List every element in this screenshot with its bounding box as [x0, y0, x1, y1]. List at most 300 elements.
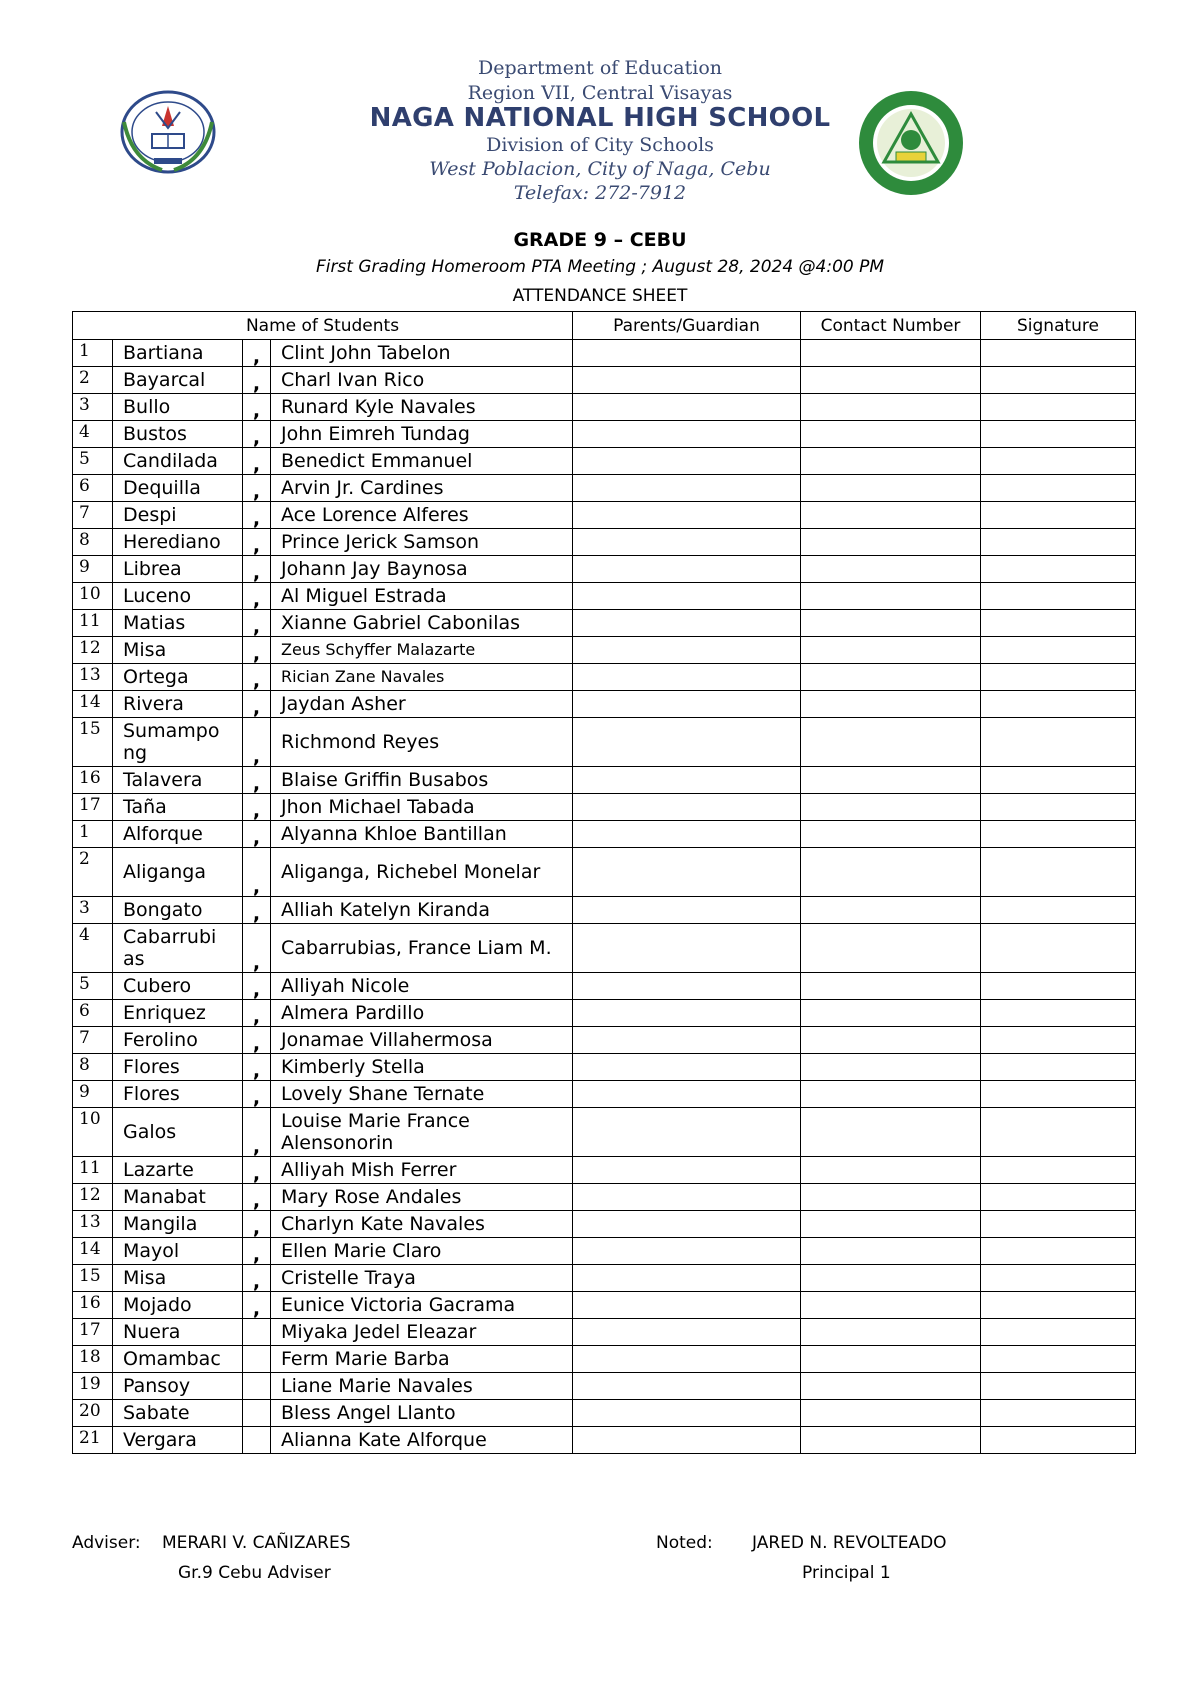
table-row: [73, 794, 1136, 821]
sheet-title: ATTENDANCE SHEET: [512, 286, 688, 306]
parents-guardian-cell[interactable]: [573, 1054, 801, 1081]
signature-cell[interactable]: [981, 664, 1136, 691]
contact-number-cell[interactable]: [801, 1346, 981, 1373]
parents-guardian-cell[interactable]: [573, 1184, 801, 1211]
name-separator: ,: [243, 448, 271, 475]
student-last-name: Cabarrubi as: [113, 924, 243, 973]
contact-number-cell[interactable]: [801, 637, 981, 664]
name-separator: ,: [243, 1000, 271, 1027]
name-separator: ,: [243, 340, 271, 367]
parents-guardian-cell[interactable]: [573, 340, 801, 367]
student-first-name: Ellen Marie Claro: [271, 1238, 573, 1265]
signature-cell[interactable]: [981, 1211, 1136, 1238]
table-row: [73, 848, 1136, 897]
name-separator: ,: [243, 1265, 271, 1292]
student-last-name: Nuera: [113, 1319, 243, 1346]
parents-guardian-cell[interactable]: [573, 502, 801, 529]
signature-cell[interactable]: [981, 924, 1136, 973]
student-first-name: Jhon Michael Tabada: [271, 794, 573, 821]
contact-number-cell[interactable]: [801, 1081, 981, 1108]
table-body: [73, 340, 1136, 1454]
header-parents-guardian: Parents/Guardian: [573, 312, 801, 340]
name-separator: ,: [243, 394, 271, 421]
contact-number-cell[interactable]: [801, 1027, 981, 1054]
noted-name: JARED N. REVOLTEADO: [752, 1533, 947, 1553]
name-separator: ,: [243, 502, 271, 529]
row-number: 5: [73, 448, 113, 475]
row-number: 9: [73, 1081, 113, 1108]
student-last-name: Pansoy: [113, 1373, 243, 1400]
name-separator: ,: [243, 1027, 271, 1054]
student-first-name: Al Miguel Estrada: [271, 583, 573, 610]
student-last-name: Manabat: [113, 1184, 243, 1211]
signature-cell[interactable]: [981, 897, 1136, 924]
student-first-name: Jaydan Asher: [271, 691, 573, 718]
student-last-name: Taña: [113, 794, 243, 821]
contact-number-cell[interactable]: [801, 502, 981, 529]
name-separator: [243, 1346, 271, 1373]
parents-guardian-cell[interactable]: [573, 1373, 801, 1400]
contact-number-cell[interactable]: [801, 973, 981, 1000]
parents-guardian-cell[interactable]: [573, 1238, 801, 1265]
student-first-name: Blaise Griffin Busabos: [271, 767, 573, 794]
student-last-name: Mangila: [113, 1211, 243, 1238]
student-last-name: Bartiana: [113, 340, 243, 367]
parents-guardian-cell[interactable]: [573, 848, 801, 897]
name-separator: [243, 1373, 271, 1400]
signature-cell[interactable]: [981, 691, 1136, 718]
table-row: [73, 1000, 1136, 1027]
contact-number-cell[interactable]: [801, 421, 981, 448]
parents-guardian-cell[interactable]: [573, 529, 801, 556]
student-first-name: Bless Angel Llanto: [271, 1400, 573, 1427]
contact-number-cell[interactable]: [801, 583, 981, 610]
row-number: 12: [73, 637, 113, 664]
row-number: 2: [73, 367, 113, 394]
signature-cell[interactable]: [981, 821, 1136, 848]
student-last-name: Bongato: [113, 897, 243, 924]
student-first-name: Alliah Katelyn Kiranda: [271, 897, 573, 924]
table-row: [73, 1346, 1136, 1373]
signature-cell[interactable]: [981, 973, 1136, 1000]
row-number: 16: [73, 1292, 113, 1319]
student-first-name: John Eimreh Tundag: [271, 421, 573, 448]
contact-number-cell[interactable]: [801, 610, 981, 637]
signature-cell[interactable]: [981, 421, 1136, 448]
table-row: [73, 475, 1136, 502]
row-number: 13: [73, 664, 113, 691]
name-separator: [243, 1400, 271, 1427]
student-last-name: Flores: [113, 1081, 243, 1108]
table-row: [73, 1265, 1136, 1292]
row-number: 1: [73, 821, 113, 848]
student-first-name: Alyanna Khloe Bantillan: [271, 821, 573, 848]
contact-number-cell[interactable]: [801, 529, 981, 556]
attendance-table: [72, 311, 1136, 1454]
department-line: Department of Education: [478, 57, 722, 79]
parents-guardian-cell[interactable]: [573, 1157, 801, 1184]
contact-number-cell[interactable]: [801, 556, 981, 583]
contact-number-cell[interactable]: [801, 848, 981, 897]
signature-cell[interactable]: [981, 583, 1136, 610]
table-row: [73, 583, 1136, 610]
parents-guardian-cell[interactable]: [573, 448, 801, 475]
signature-cell[interactable]: [981, 1108, 1136, 1157]
signature-cell[interactable]: [981, 1238, 1136, 1265]
table-row: [73, 1157, 1136, 1184]
parents-guardian-cell[interactable]: [573, 691, 801, 718]
header-contact-number: Contact Number: [801, 312, 981, 340]
name-separator: ,: [243, 421, 271, 448]
row-number: 18: [73, 1346, 113, 1373]
contact-number-cell[interactable]: [801, 340, 981, 367]
parents-guardian-cell[interactable]: [573, 718, 801, 767]
student-first-name: Charl Ivan Rico: [271, 367, 573, 394]
student-first-name: Jonamae Villahermosa: [271, 1027, 573, 1054]
signature-cell[interactable]: [981, 610, 1136, 637]
name-separator: ,: [243, 1238, 271, 1265]
contact-number-cell[interactable]: [801, 1400, 981, 1427]
signature-cell[interactable]: [981, 1319, 1136, 1346]
row-number: 5: [73, 973, 113, 1000]
student-last-name: Mojado: [113, 1292, 243, 1319]
row-number: 8: [73, 1054, 113, 1081]
row-number: 6: [73, 475, 113, 502]
adviser-name: MERARI V. CAÑIZARES: [162, 1533, 351, 1553]
parents-guardian-cell[interactable]: [573, 1400, 801, 1427]
student-first-name: Aliganga, Richebel Monelar: [271, 848, 573, 897]
contact-number-cell[interactable]: [801, 1292, 981, 1319]
signature-cell[interactable]: [981, 1000, 1136, 1027]
contact-number-cell[interactable]: [801, 924, 981, 973]
parents-guardian-cell[interactable]: [573, 394, 801, 421]
name-separator: ,: [243, 1054, 271, 1081]
parents-guardian-cell[interactable]: [573, 556, 801, 583]
table-row: [73, 340, 1136, 367]
name-separator: ,: [243, 475, 271, 502]
row-number: 7: [73, 502, 113, 529]
student-last-name: Galos: [113, 1108, 243, 1157]
parents-guardian-cell[interactable]: [573, 637, 801, 664]
contact-number-cell[interactable]: [801, 1184, 981, 1211]
student-first-name: Miyaka Jedel Eleazar: [271, 1319, 573, 1346]
signature-cell[interactable]: [981, 767, 1136, 794]
table-row: [73, 637, 1136, 664]
student-last-name: Luceno: [113, 583, 243, 610]
contact-number-cell[interactable]: [801, 1427, 981, 1454]
table-row: [73, 897, 1136, 924]
student-last-name: Enriquez: [113, 1000, 243, 1027]
contact-number-cell[interactable]: [801, 767, 981, 794]
row-number: 6: [73, 1000, 113, 1027]
table-row: [73, 1400, 1136, 1427]
contact-number-cell[interactable]: [801, 394, 981, 421]
signature-cell[interactable]: [981, 637, 1136, 664]
contact-number-cell[interactable]: [801, 367, 981, 394]
contact-number-cell[interactable]: [801, 1054, 981, 1081]
signature-cell[interactable]: [981, 340, 1136, 367]
contact-number-cell[interactable]: [801, 1319, 981, 1346]
contact-number-cell[interactable]: [801, 821, 981, 848]
table-row: [73, 394, 1136, 421]
parents-guardian-cell[interactable]: [573, 1108, 801, 1157]
student-last-name: Dequilla: [113, 475, 243, 502]
parents-guardian-cell[interactable]: [573, 1211, 801, 1238]
student-last-name: Talavera: [113, 767, 243, 794]
row-number: 7: [73, 1027, 113, 1054]
contact-number-cell[interactable]: [801, 718, 981, 767]
row-number: 11: [73, 1157, 113, 1184]
row-number: 9: [73, 556, 113, 583]
student-first-name: Clint John Tabelon: [271, 340, 573, 367]
contact-number-cell[interactable]: [801, 897, 981, 924]
parents-guardian-cell[interactable]: [573, 421, 801, 448]
student-last-name: Rivera: [113, 691, 243, 718]
table-row: [73, 973, 1136, 1000]
student-last-name: Omambac: [113, 1346, 243, 1373]
student-last-name: Bullo: [113, 394, 243, 421]
signature-cell[interactable]: [981, 448, 1136, 475]
parents-guardian-cell[interactable]: [573, 583, 801, 610]
student-last-name: Ortega: [113, 664, 243, 691]
student-last-name: Aliganga: [113, 848, 243, 897]
name-separator: ,: [243, 1211, 271, 1238]
name-separator: ,: [243, 691, 271, 718]
parents-guardian-cell[interactable]: [573, 973, 801, 1000]
student-first-name: Louise Marie France Alensonorin: [271, 1108, 573, 1157]
student-last-name: Matias: [113, 610, 243, 637]
signature-cell[interactable]: [981, 1027, 1136, 1054]
region-line: Region VII, Central Visayas: [467, 82, 733, 104]
parents-guardian-cell[interactable]: [573, 897, 801, 924]
signature-cell[interactable]: [981, 1373, 1136, 1400]
address-line: West Poblacion, City of Naga, Cebu: [429, 158, 771, 180]
noted-title: Principal 1: [802, 1563, 891, 1583]
parents-guardian-cell[interactable]: [573, 664, 801, 691]
name-separator: [243, 1319, 271, 1346]
student-first-name: Ferm Marie Barba: [271, 1346, 573, 1373]
signature-cell[interactable]: [981, 1292, 1136, 1319]
student-last-name: Misa: [113, 1265, 243, 1292]
student-first-name: Kimberly Stella: [271, 1054, 573, 1081]
table-row: [73, 1184, 1136, 1211]
student-last-name: Bayarcal: [113, 367, 243, 394]
student-first-name: Almera Pardillo: [271, 1000, 573, 1027]
contact-number-cell[interactable]: [801, 1238, 981, 1265]
parents-guardian-cell[interactable]: [573, 475, 801, 502]
student-first-name: Richmond Reyes: [271, 718, 573, 767]
name-separator: [243, 1427, 271, 1454]
contact-number-cell[interactable]: [801, 1265, 981, 1292]
student-last-name: Despi: [113, 502, 243, 529]
grade-title: GRADE 9 – CEBU: [513, 229, 687, 251]
student-last-name: Sabate: [113, 1400, 243, 1427]
signature-cell[interactable]: [981, 556, 1136, 583]
contact-number-cell[interactable]: [801, 794, 981, 821]
row-number: 12: [73, 1184, 113, 1211]
signature-cell[interactable]: [981, 1346, 1136, 1373]
student-last-name: Sumampo ng: [113, 718, 243, 767]
name-separator: ,: [243, 821, 271, 848]
name-separator: ,: [243, 848, 271, 897]
signature-cell[interactable]: [981, 794, 1136, 821]
contact-number-cell[interactable]: [801, 1211, 981, 1238]
parents-guardian-cell[interactable]: [573, 1265, 801, 1292]
meeting-subtitle: First Grading Homeroom PTA Meeting ; August 28, 2024 @4:00 PM: [315, 257, 885, 277]
adviser-label: Adviser:: [72, 1533, 141, 1553]
contact-number-cell[interactable]: [801, 1157, 981, 1184]
parents-guardian-cell[interactable]: [573, 1000, 801, 1027]
row-number: 11: [73, 610, 113, 637]
table-row: [73, 1027, 1136, 1054]
name-separator: ,: [243, 664, 271, 691]
name-separator: ,: [243, 610, 271, 637]
row-number: 3: [73, 394, 113, 421]
row-number: 21: [73, 1427, 113, 1454]
signature-cell[interactable]: [981, 848, 1136, 897]
student-last-name: Flores: [113, 1054, 243, 1081]
parents-guardian-cell[interactable]: [573, 821, 801, 848]
division-line: Division of City Schools: [486, 134, 714, 156]
table-row: [73, 1211, 1136, 1238]
student-last-name: Cubero: [113, 973, 243, 1000]
row-number: 15: [73, 718, 113, 767]
contact-number-cell[interactable]: [801, 664, 981, 691]
table-row: [73, 1238, 1136, 1265]
name-separator: ,: [243, 973, 271, 1000]
table-row: [73, 502, 1136, 529]
name-separator: ,: [243, 924, 271, 973]
table-row: [73, 529, 1136, 556]
signature-cell[interactable]: [981, 1054, 1136, 1081]
contact-number-cell[interactable]: [801, 448, 981, 475]
table-row: [73, 1427, 1136, 1454]
student-first-name: Prince Jerick Samson: [271, 529, 573, 556]
signature-cell[interactable]: [981, 475, 1136, 502]
table-row: [73, 691, 1136, 718]
signature-cell[interactable]: [981, 394, 1136, 421]
parents-guardian-cell[interactable]: [573, 1319, 801, 1346]
name-separator: ,: [243, 583, 271, 610]
student-first-name: Liane Marie Navales: [271, 1373, 573, 1400]
student-first-name: Xianne Gabriel Cabonilas: [271, 610, 573, 637]
student-first-name: Runard Kyle Navales: [271, 394, 573, 421]
student-first-name: Lovely Shane Ternate: [271, 1081, 573, 1108]
name-separator: ,: [243, 718, 271, 767]
row-number: 13: [73, 1211, 113, 1238]
table-row: [73, 718, 1136, 767]
parents-guardian-cell[interactable]: [573, 924, 801, 973]
table-row: [73, 421, 1136, 448]
student-first-name: Zeus Schyffer Malazarte: [271, 637, 573, 664]
table-row: [73, 1292, 1136, 1319]
parents-guardian-cell[interactable]: [573, 1027, 801, 1054]
student-first-name: Arvin Jr. Cardines: [271, 475, 573, 502]
table-row: [73, 1108, 1136, 1157]
table-row: [73, 448, 1136, 475]
signature-cell[interactable]: [981, 1427, 1136, 1454]
student-last-name: Misa: [113, 637, 243, 664]
parents-guardian-cell[interactable]: [573, 610, 801, 637]
header-name-of-students: Name of Students: [73, 312, 573, 340]
contact-number-cell[interactable]: [801, 1373, 981, 1400]
name-separator: ,: [243, 1108, 271, 1157]
row-number: 10: [73, 583, 113, 610]
noted-label: Noted:: [656, 1533, 713, 1553]
header-signature: Signature: [981, 312, 1136, 340]
name-separator: ,: [243, 556, 271, 583]
student-first-name: Mary Rose Andales: [271, 1184, 573, 1211]
row-number: 4: [73, 924, 113, 973]
name-separator: ,: [243, 1184, 271, 1211]
contact-number-cell[interactable]: [801, 691, 981, 718]
signature-cell[interactable]: [981, 367, 1136, 394]
signature-cell[interactable]: [981, 718, 1136, 767]
name-separator: ,: [243, 1157, 271, 1184]
contact-number-cell[interactable]: [801, 1000, 981, 1027]
table-row: [73, 1373, 1136, 1400]
student-last-name: Candilada: [113, 448, 243, 475]
row-number: 16: [73, 767, 113, 794]
row-number: 14: [73, 691, 113, 718]
student-last-name: Lazarte: [113, 1157, 243, 1184]
row-number: 14: [73, 1238, 113, 1265]
table-row: [73, 767, 1136, 794]
student-last-name: Librea: [113, 556, 243, 583]
parents-guardian-cell[interactable]: [573, 1346, 801, 1373]
row-number: 8: [73, 529, 113, 556]
student-first-name: Charlyn Kate Navales: [271, 1211, 573, 1238]
student-first-name: Benedict Emmanuel: [271, 448, 573, 475]
name-separator: ,: [243, 897, 271, 924]
adviser-title: Gr.9 Cebu Adviser: [178, 1563, 331, 1583]
signature-cell[interactable]: [981, 502, 1136, 529]
table-row: [73, 610, 1136, 637]
table-row: [73, 1054, 1136, 1081]
parents-guardian-cell[interactable]: [573, 1292, 801, 1319]
student-first-name: Ace Lorence Alferes: [271, 502, 573, 529]
student-first-name: Cabarrubias, France Liam M.: [271, 924, 573, 973]
name-separator: ,: [243, 367, 271, 394]
table-row: [73, 664, 1136, 691]
parents-guardian-cell[interactable]: [573, 367, 801, 394]
contact-number-cell[interactable]: [801, 1108, 981, 1157]
parents-guardian-cell[interactable]: [573, 1081, 801, 1108]
student-first-name: Alliyah Mish Ferrer: [271, 1157, 573, 1184]
telefax-line: Telefax: 272-7912: [513, 182, 687, 204]
student-last-name: Bustos: [113, 421, 243, 448]
parents-guardian-cell[interactable]: [573, 1427, 801, 1454]
signature-cell[interactable]: [981, 1400, 1136, 1427]
name-separator: ,: [243, 1292, 271, 1319]
parents-guardian-cell[interactable]: [573, 794, 801, 821]
contact-number-cell[interactable]: [801, 475, 981, 502]
table-header-row: [73, 312, 1136, 340]
table-row: [73, 367, 1136, 394]
student-first-name: Alliyah Nicole: [271, 973, 573, 1000]
signature-cell[interactable]: [981, 1184, 1136, 1211]
table-row: [73, 821, 1136, 848]
signature-cell[interactable]: [981, 1081, 1136, 1108]
name-separator: ,: [243, 767, 271, 794]
signature-cell[interactable]: [981, 1157, 1136, 1184]
signature-cell[interactable]: [981, 1265, 1136, 1292]
student-first-name: Alianna Kate Alforque: [271, 1427, 573, 1454]
signature-cell[interactable]: [981, 529, 1136, 556]
parents-guardian-cell[interactable]: [573, 767, 801, 794]
row-number: 1: [73, 340, 113, 367]
student-first-name: Eunice Victoria Gacrama: [271, 1292, 573, 1319]
